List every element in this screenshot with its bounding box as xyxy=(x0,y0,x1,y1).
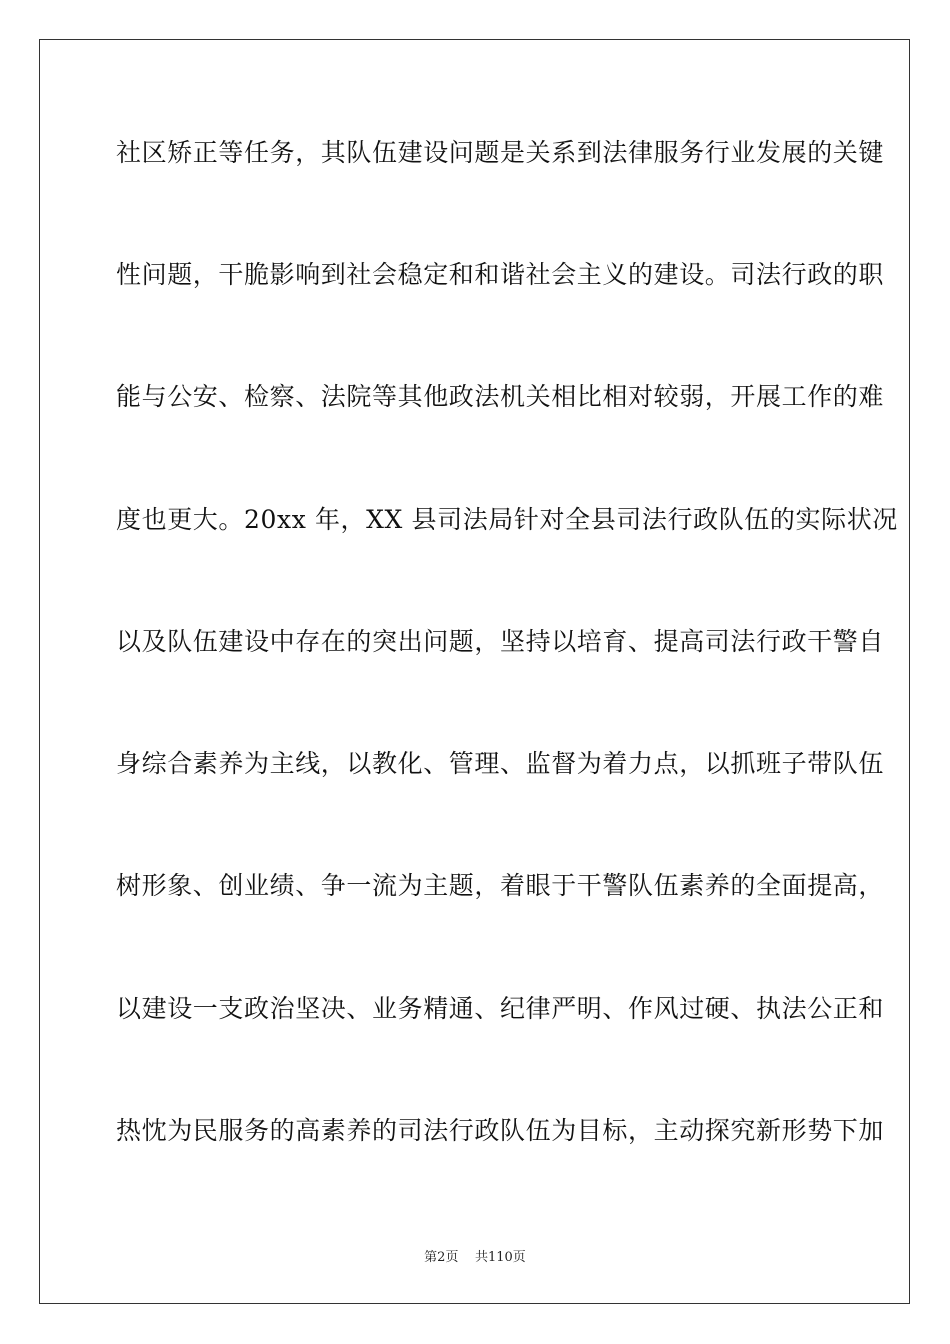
text-line: 性问题，干脆影响到社会稳定和和谐社会主义的建设。司法行政的职 xyxy=(116,260,885,289)
text-line: 树形象、创业绩、争一流为主题，着眼于干警队伍素养的全面提高， xyxy=(116,871,885,900)
text-line: 以及队伍建设中存在的突出问题，坚持以培育、提高司法行政干警自 xyxy=(116,627,885,656)
text-line: 热忱为民服务的高素养的司法行政队伍为目标，主动探究新形势下加 xyxy=(116,1116,885,1145)
page-total: 共110页 xyxy=(474,1250,526,1265)
text-line: 身综合素养为主线，以教化、管理、监督为着力点，以抓班子带队伍 xyxy=(116,749,885,778)
page-number: 第2页 xyxy=(424,1250,459,1265)
text-line: 能与公安、检察、法院等其他政法机关相比相对较弱，开展工作的难 xyxy=(116,382,885,411)
text-line: 以建设一支政治坚决、业务精通、纪律严明、作风过硬、执法公正和 xyxy=(116,994,885,1023)
text-line: 社区矫正等任务，其队伍建设问题是关系到法律服务行业发展的关键 xyxy=(116,138,885,167)
text-line: 度也更大。20xx 年，XX 县司法局针对全县司法行政队伍的实际状况 xyxy=(116,505,898,534)
page-footer xyxy=(0,1246,950,1265)
